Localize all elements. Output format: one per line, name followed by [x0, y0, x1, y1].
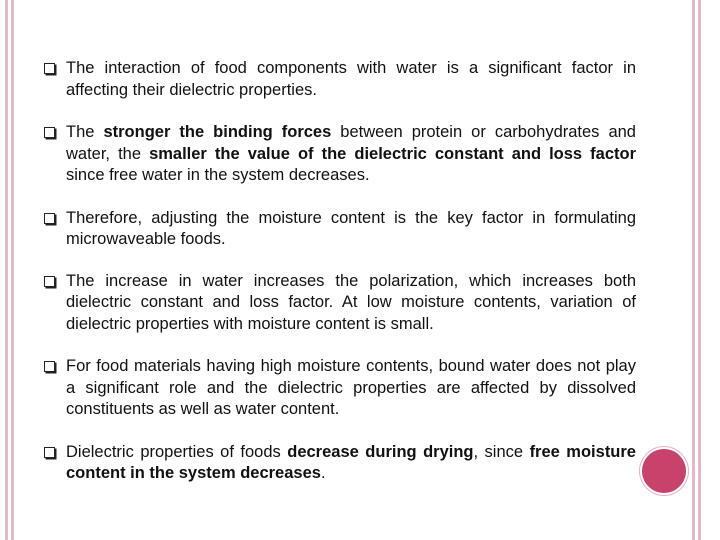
left-border-line-outer [5, 0, 8, 540]
accent-circle [642, 449, 686, 493]
bullet-item-1 [44, 58, 636, 101]
checkbox-bullet-icon [44, 276, 55, 287]
slide-body [44, 58, 636, 506]
bullet-text: The interaction of food components with water is a significant factor in affecting their dielectric properties. [66, 59, 636, 99]
left-border-line-inner [11, 0, 14, 540]
bullet-item-6 [44, 442, 636, 485]
checkbox-bullet-icon [44, 213, 55, 224]
bullet-text: The increase in water increases the polarization, which increases both dielectric constant and loss factor. At low moisture contents, variation of dielectric properties with moisture content is small. [66, 271, 636, 333]
right-border-line-outer [698, 0, 701, 540]
checkbox-bullet-icon [44, 447, 55, 458]
bullet-item-4 [44, 271, 636, 336]
bullet-text: Therefore, adjusting the moisture content is the key factor in formulating microwaveable foods. [66, 208, 636, 248]
right-border-line-inner [692, 0, 695, 540]
bullet-item-2 [44, 122, 636, 187]
checkbox-bullet-icon [44, 63, 55, 74]
bullet-text: Dielectric properties of foods decrease during drying, since free moisture content in the system decreases. [66, 442, 636, 482]
checkbox-bullet-icon [44, 127, 55, 138]
bullet-item-5 [44, 356, 636, 421]
bullet-text: The stronger the binding forces between protein or carbohydrates and water, the smaller the value of the dielectric constant and loss factor since free water in the system decreases. [66, 123, 636, 184]
bullet-text: For food materials having high moisture contents, bound water does not play a significant role and the dielectric properties are affected by dissolved constituents as well as water content. [66, 357, 636, 418]
checkbox-bullet-icon [44, 361, 55, 372]
bullet-item-3 [44, 208, 636, 251]
